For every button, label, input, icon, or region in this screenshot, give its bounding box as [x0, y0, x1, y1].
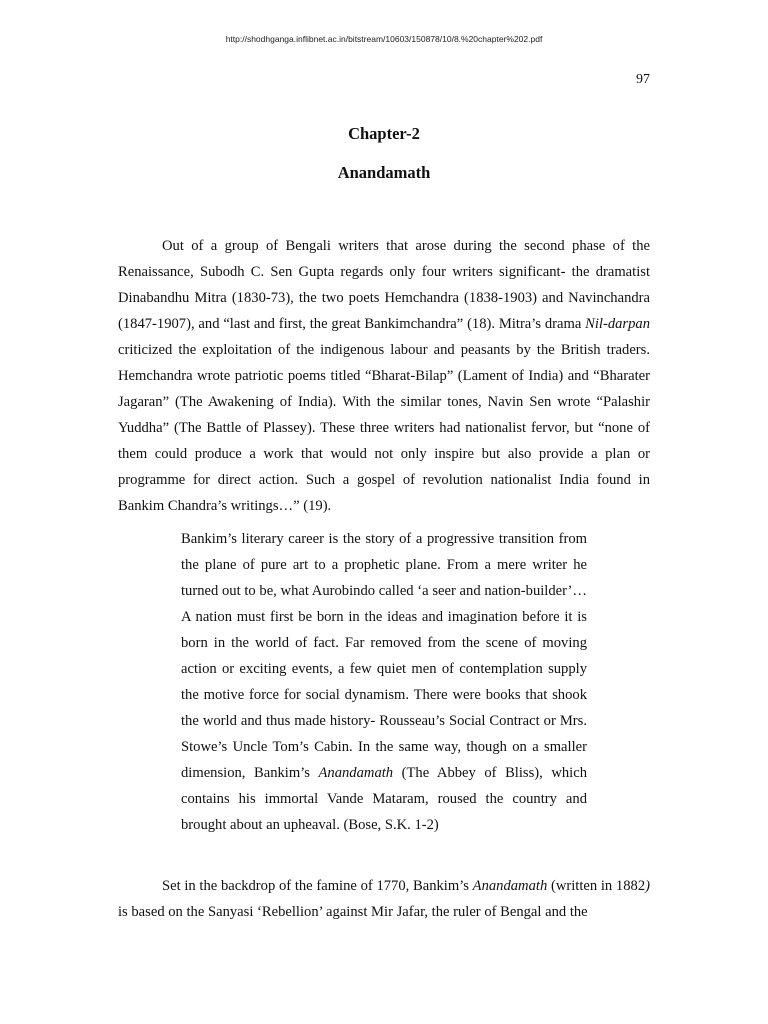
quote-text: Bankim’s literary career is the story of a progressive transition from the plane of pure art to a prophetic plane. From a mere writer he turned out to be, what Aurobindo called ‘a seer and nation-builder’…A nation must first be born in the ideas and imagination before it is born in the world of fact. Far removed from the scene of moving action or exciting events, a few quiet men of contemplation supply the motive force for social dynamism. There were books that shook the world and thus made history- Rousseau’s Social Contract or Mrs. Stowe’s Uncle Tom’s Cabin. In the same way, though on a smaller dimension, Bankim’s: [181, 531, 587, 781]
chapter-label: Chapter-2: [348, 124, 420, 143]
paragraph-text: Out of a group of Bengali writers that arose during the second phase of the Renaissance, Subodh C. Sen Gupta regards only four writers significant- the dramatist Dinabandhu Mitra (1830-73), the two poets Hemchandra (1838-1903) and Navinchandra (1847-1907), and “last and first, the great Bankimchandra” (18). Mitra’s drama: [118, 238, 650, 332]
italic-title-nil-darpan: Nil-darpan: [585, 316, 650, 332]
paragraph-text: criticized the exploitation of the indigenous labour and peasants by the British traders. Hemchandra wrote patriotic poems titled “Bharat-Bilap” (Lament of India) and “Bharater Jagaran” (The Awakening of India). With the similar tones, Navin Sen wrote “Palashir Yuddha” (The Battle of Plassey). These three writers had nationalist fervor, but “none of them could produce a work that would not only inspire but also provide a plan or programme for direct action. Such a gospel of revolution nationalist India found in Bankim Chandra’s writings…” (19).: [118, 342, 650, 514]
paragraph-text: (written in 1882: [547, 878, 646, 894]
source-url: http://shodhganga.inflibnet.ac.in/bitstream/10603/150878/10/8.%20chapter%202.pdf: [225, 34, 543, 44]
body-paragraph-2: [118, 873, 650, 925]
italic-paren: ): [645, 878, 650, 894]
paragraph-text: Set in the backdrop of the famine of 1770, Bankim’s: [162, 878, 473, 894]
page-number: 97: [636, 72, 650, 87]
italic-title-anandamath: Anandamath: [472, 878, 548, 894]
quote-text: (The Abbey of Bliss), which contains his immortal Vande Mataram, roused the country and brought about an upheaval. (Bose, S.K. 1-2): [181, 765, 587, 833]
italic-title-anandamath: Anandamath: [318, 765, 394, 781]
paragraph-text: is based on the Sanyasi ‘Rebellion’ against Mir Jafar, the ruler of Bengal and the: [118, 904, 588, 920]
block-quote: [181, 526, 587, 838]
chapter-title: Anandamath: [337, 163, 431, 182]
body-paragraph-1: [118, 233, 650, 519]
